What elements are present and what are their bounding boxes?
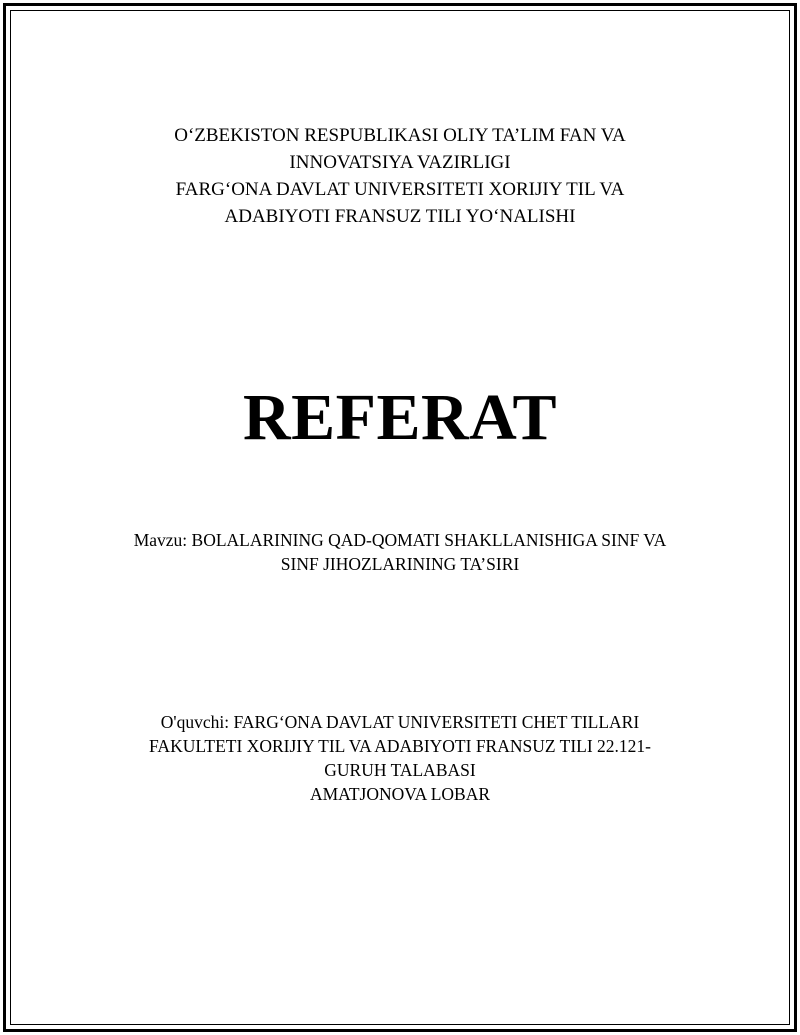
document-title: REFERAT xyxy=(243,381,557,454)
header-line: O‘ZBEKISTON RESPUBLIKASI OLIY TA’LIM FAN VA xyxy=(174,125,626,146)
student-name: AMATJONOVA LOBAR xyxy=(309,784,491,804)
header-line: ADABIYOTI FRANSUZ TILI YO‘NALISHI xyxy=(224,206,576,227)
student-block xyxy=(0,710,800,806)
topic-line: Mavzu: BOLALARINING QAD-QOMATI SHAKLLANISHIGA SINF VA xyxy=(133,530,667,550)
topic-line: SINF JIHOZLARINING TA’SIRI xyxy=(280,554,520,574)
student-line: O'quvchi: FARG‘ONA DAVLAT UNIVERSITETI CHET TILLARI xyxy=(160,712,640,732)
topic-block xyxy=(0,528,800,576)
institution-header xyxy=(0,122,800,230)
header-line: FARG‘ONA DAVLAT UNIVERSITETI XORIJIY TIL VA xyxy=(175,179,625,200)
student-line: FAKULTETI XORIJIY TIL VA ADABIYOTI FRANSUZ TILI 22.121- xyxy=(149,736,651,756)
header-line: INNOVATSIYA VAZIRLIGI xyxy=(289,152,511,173)
student-line: GURUH TALABASI xyxy=(324,760,476,780)
